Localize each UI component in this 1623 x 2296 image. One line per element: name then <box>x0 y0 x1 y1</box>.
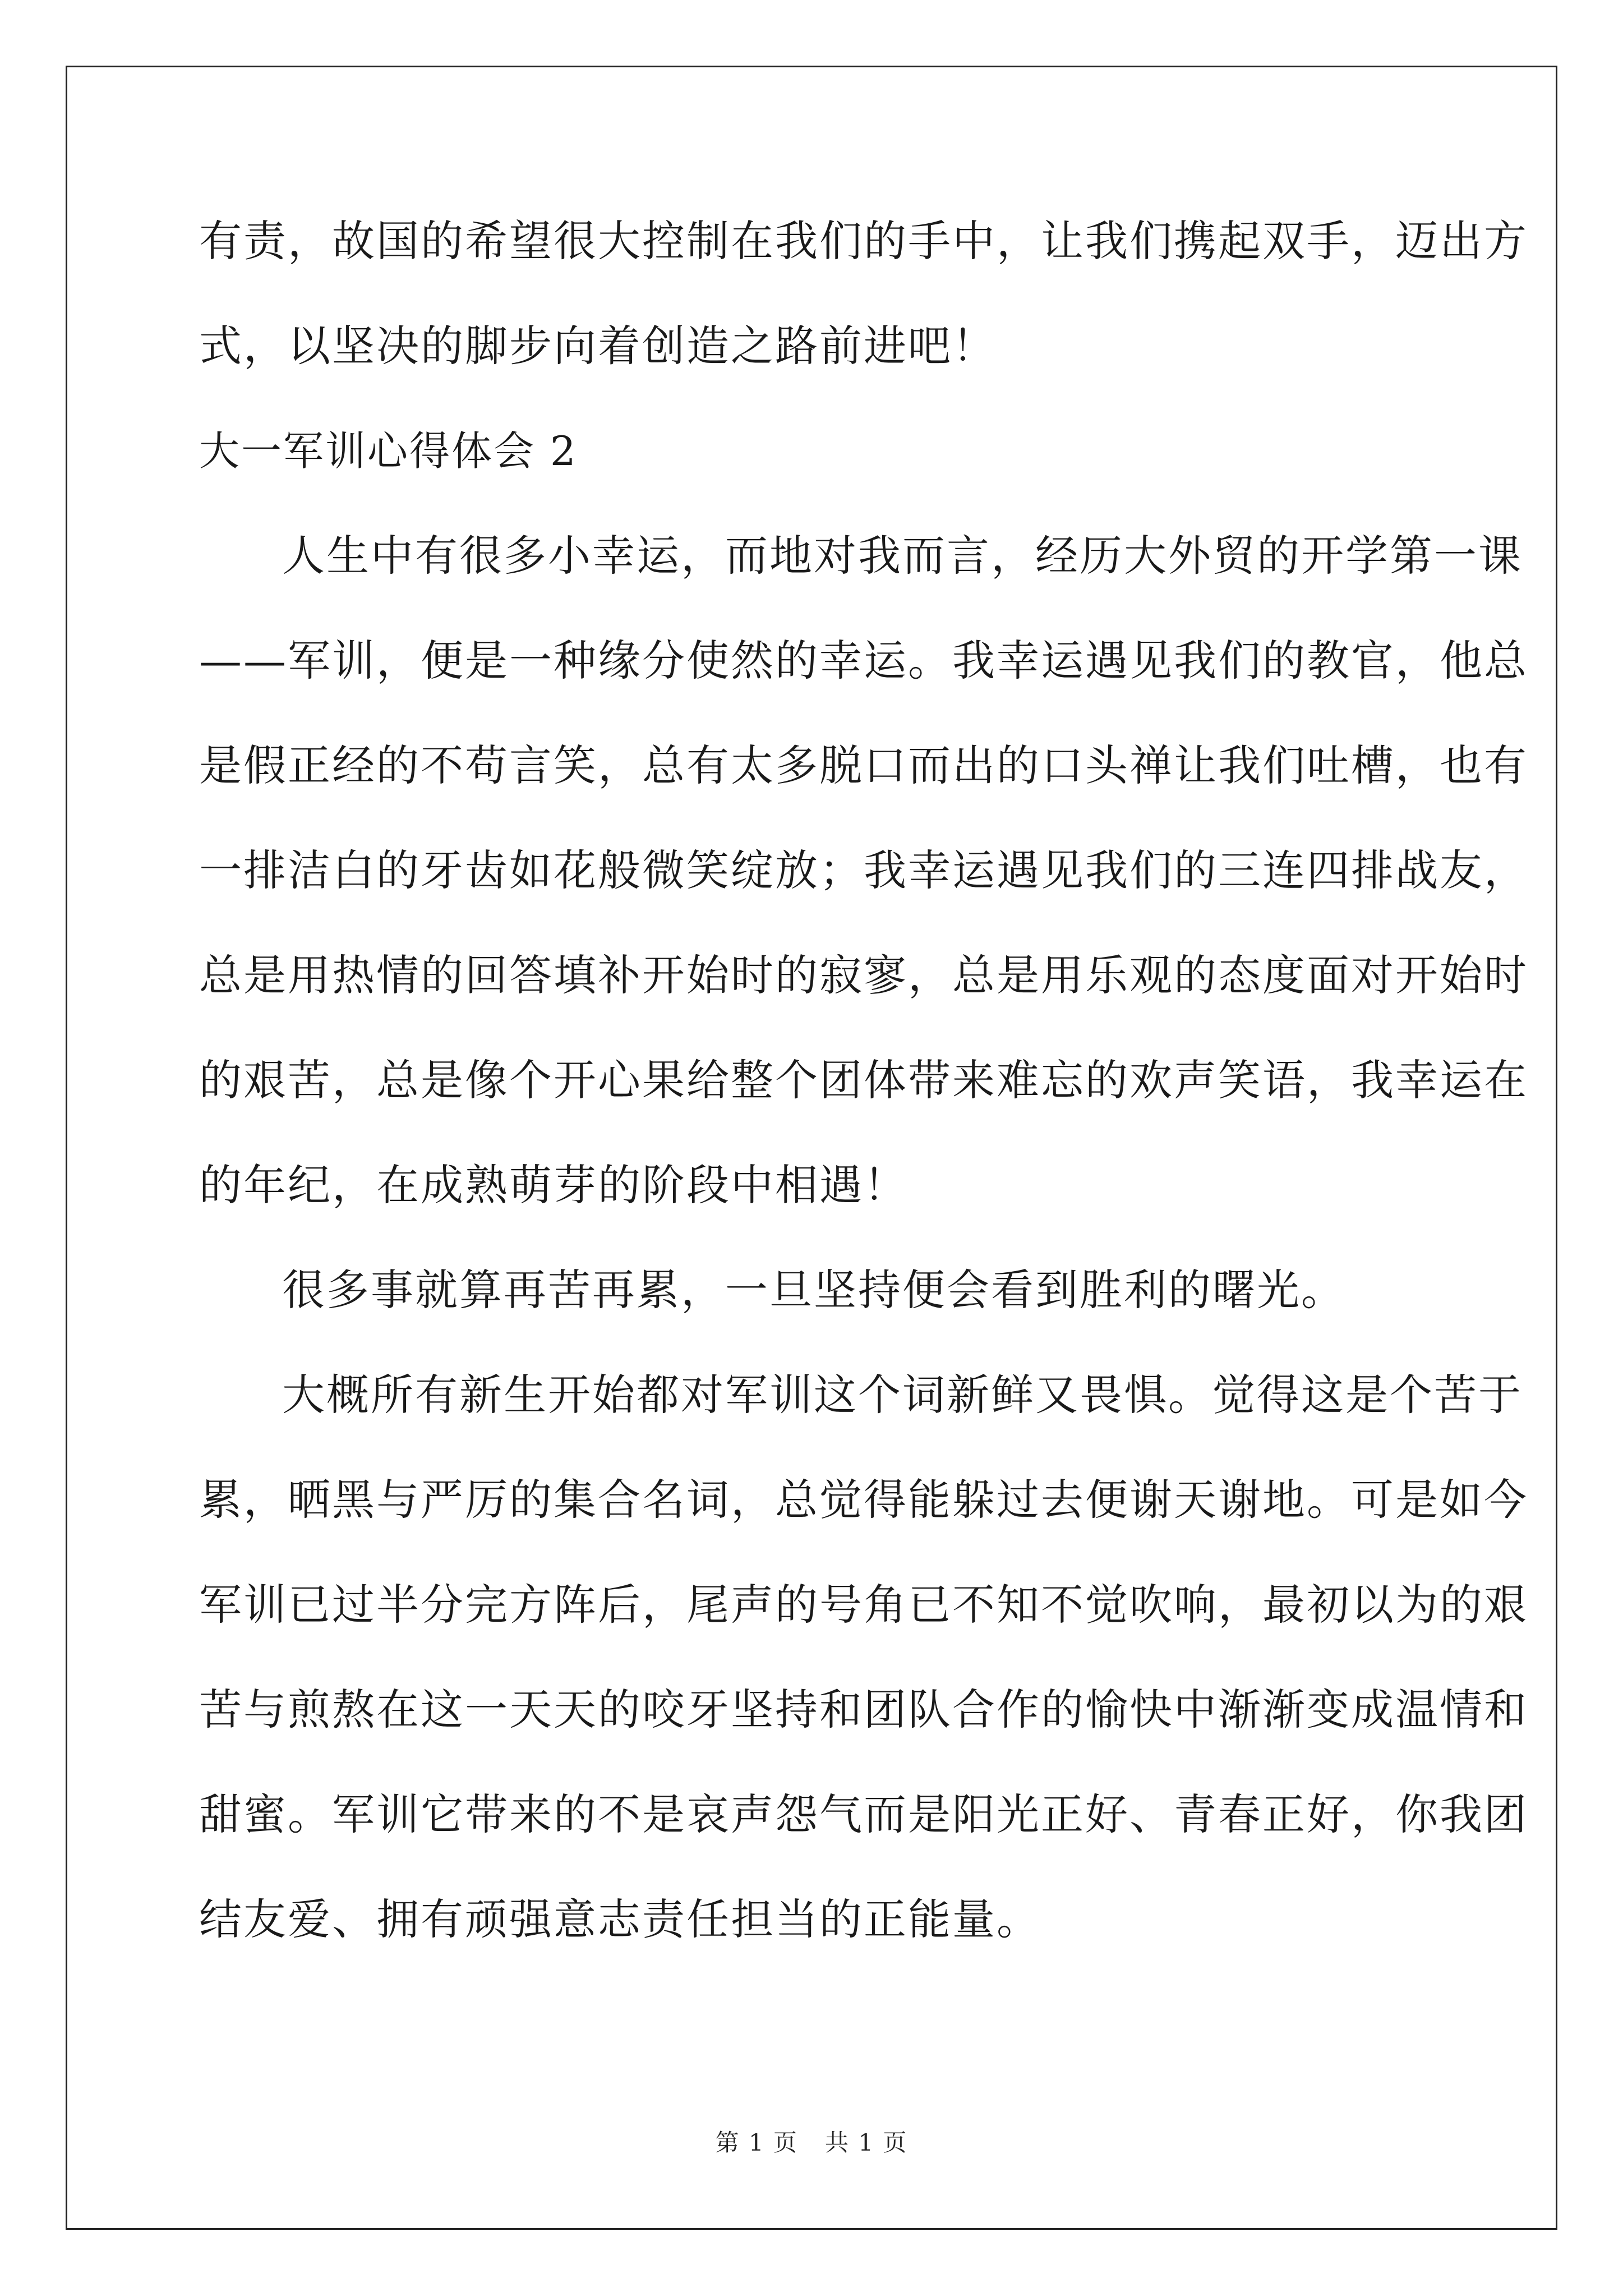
text-line: 结友爱、拥有顽强意志责任担当的正能量。 <box>199 1894 1041 1944</box>
text-line: 军训已过半分完方阵后，尾声的号角已不知不觉吹响，最初以为的艰 <box>199 1580 1528 1630</box>
text-line: 很多事就算再苦再累，一旦坚持便会看到胜利的曙光。 <box>282 1265 1345 1315</box>
page-number: 第 1 页 <box>715 2129 798 2156</box>
paragraph-intro <box>199 213 1528 374</box>
text-line: ——军训，便是一种缘分使然的幸运。我幸运遇见我们的教官，他总 <box>199 636 1528 685</box>
paragraph-2 <box>199 1262 1427 1318</box>
text-line: 的年纪，在成熟萌芽的阶段中相遇！ <box>199 1160 908 1210</box>
text-line: 大概所有新生开始都对军训这个词新鲜又畏惧。觉得这是个苦于 <box>282 1370 1523 1420</box>
page-footer <box>0 2126 1623 2160</box>
text-line: 累，晒黑与严厉的集合名词，总觉得能躲过去便谢天谢地。可是如今 <box>199 1475 1528 1525</box>
text-line: 苦与煎熬在这一天天的咬牙坚持和团队合作的愉快中渐渐变成温情和 <box>199 1685 1528 1734</box>
text-line: 的艰苦，总是像个开心果给整个团体带来难忘的欢声笑语，我幸运在 <box>199 1055 1528 1105</box>
text-line: 有责，故国的希望很大控制在我们的手中，让我们携起双手，迈出方 <box>199 216 1528 266</box>
text-line: 人生中有很多小幸运，而地对我而言，经历大外贸的开学第一课 <box>282 531 1523 581</box>
paragraph-1 <box>199 528 1528 1213</box>
text-line: 式，以坚决的脚步向着创造之路前进吧！ <box>199 321 997 371</box>
section-heading: 大一军训心得体会 2 <box>199 427 578 475</box>
page-total: 共 1 页 <box>825 2129 908 2156</box>
text-line: 总是用热情的回答填补开始时的寂寥，总是用乐观的态度面对开始时 <box>199 950 1528 1000</box>
text-line: 一排洁白的牙齿如花般微笑绽放；我幸运遇见我们的三连四排战友， <box>199 845 1528 895</box>
document-body <box>199 213 1528 1948</box>
text-line: 甜蜜。军训它带来的不是哀声怨气而是阳光正好、青春正好，你我团 <box>199 1789 1528 1839</box>
paragraph-3 <box>199 1367 1528 1948</box>
text-line: 是假正经的不苟言笑，总有太多脱口而出的口头禅让我们吐槽，也有 <box>199 740 1528 790</box>
